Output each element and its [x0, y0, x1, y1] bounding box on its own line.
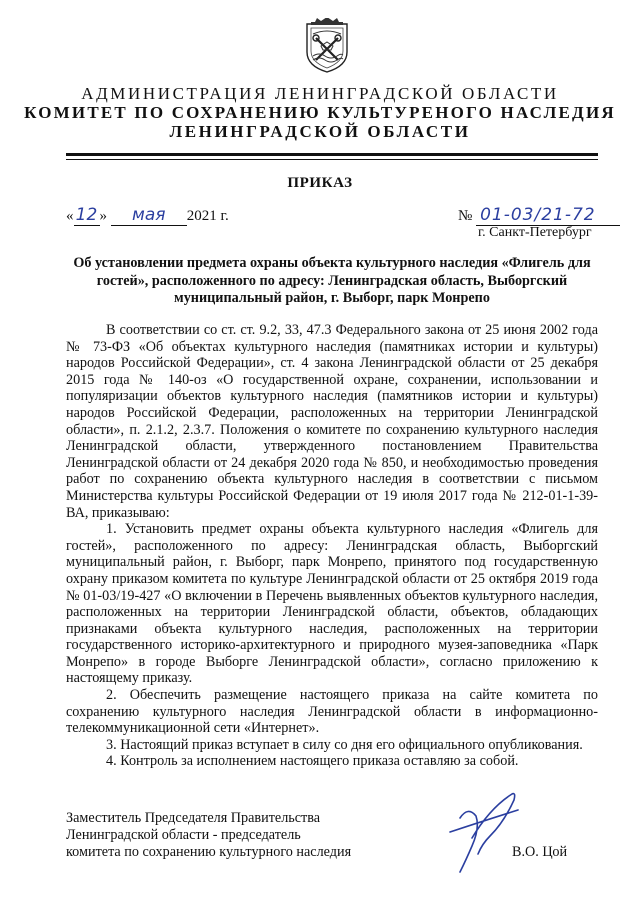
signer-name: В.О. Цой	[512, 844, 568, 860]
date-year: 2021 г.	[186, 208, 229, 224]
item-4-paragraph: 4. Контроль за исполнением настоящего приказа оставляю за собой.	[106, 753, 519, 770]
item-3-paragraph: 3. Настоящий приказ вступает в силу со дня его официального опубликования.	[106, 736, 583, 753]
order-body	[66, 322, 598, 770]
header-rule-thick	[66, 153, 598, 156]
coat-of-arms-emblem	[303, 18, 351, 74]
position-line-1: Заместитель Председателя Правительства	[66, 810, 321, 826]
date-day: 12	[74, 205, 100, 226]
order-subject: Об установлении предмета охраны объекта культурного наследия «Флигель для гостей», расположенного по адресу: Ленинградская область, Выборгский муниципальный район, г. Выборг, парк Монрепо	[73, 255, 591, 306]
date-close-quote: »	[99, 208, 107, 224]
order-number	[458, 205, 620, 226]
number-value: 01-03/21-72	[476, 205, 620, 226]
position-line-2: Ленинградской области - председатель	[66, 827, 301, 843]
item-1-paragraph: 1. Установить предмет охраны объекта культурного наследия «Флигель для гостей», расположенного по адресу: Ленинградская область, Выборгский муниципальный район, г. Выборг, парк Монрепо, принятого под государственную охрану приказом комитета по культуре Ленинградской области от 25 октября 2019 года № 01-03/19-427 «О включении в Перечень выявленных объектов культурного наследия, расположенных на территории Ленинградской области, объектов, обладающих признаками объекта культурного наследия, расположенных на территории государственного историко-архитектурного и природного музея-заповедника «Парк Монрепо» в городе Выборге Ленинградской области», согласно приложению к настоящему приказу.	[66, 521, 598, 687]
header-administration: АДМИНИСТРАЦИЯ ЛЕНИНГРАДСКОЙ ОБЛАСТИ	[81, 84, 559, 103]
order-date	[66, 205, 229, 226]
document-type-title: ПРИКАЗ	[287, 175, 353, 191]
number-prefix: №	[458, 208, 473, 224]
city-label: г. Санкт-Петербург	[478, 225, 592, 240]
date-open-quote: «	[66, 208, 74, 224]
signatory-position	[66, 810, 351, 861]
header-rule-thin	[66, 159, 598, 160]
item-2-paragraph: 2. Обеспечить размещение настоящего приказа на сайте комитета по сохранению культурного наследия Ленинградской области в информационно-телекоммуникационной сети «Интернет».	[66, 687, 598, 737]
header-region: ЛЕНИНГРАДСКОЙ ОБЛАСТИ	[169, 122, 471, 141]
preamble-paragraph: В соответствии со ст. ст. 9.2, 33, 47.3 Федерального закона от 25 июня 2002 года № 73-ФЗ «Об объектах культурного наследия (памятниках истории и культуры) народов Российской Федерации», ст. 4 закона Ленинградской области от 25 декабря 2015 года № 140-оз «О государственной охране, сохранении, использовании и популяризации объектов культурного наследия (памятников истории и культуры) народов Российской Федерации, расположенных на территории Ленинградской области», п. 2.1.2, 2.3.7. Положения о комитете по сохранению культурного наследия Ленинградской области, утвержденного постановлением Правительства Ленинградской области от 24 декабря 2020 года № 850, и необходимостью проведения работ по сохранению объекта культурного наследия в соответствии с письмом Министерства культуры Российской Федерации от 19 июля 2017 года № 212-01-1-39-ВА, приказываю:	[66, 322, 598, 521]
date-month: мая	[111, 205, 187, 226]
position-line-3: комитета по сохранению культурного наследия	[66, 844, 352, 860]
handwritten-signature	[420, 788, 530, 878]
header-committee: КОМИТЕТ ПО СОХРАНЕНИЮ КУЛЬТУРЕНОГО НАСЛЕДИЯ	[24, 103, 616, 122]
